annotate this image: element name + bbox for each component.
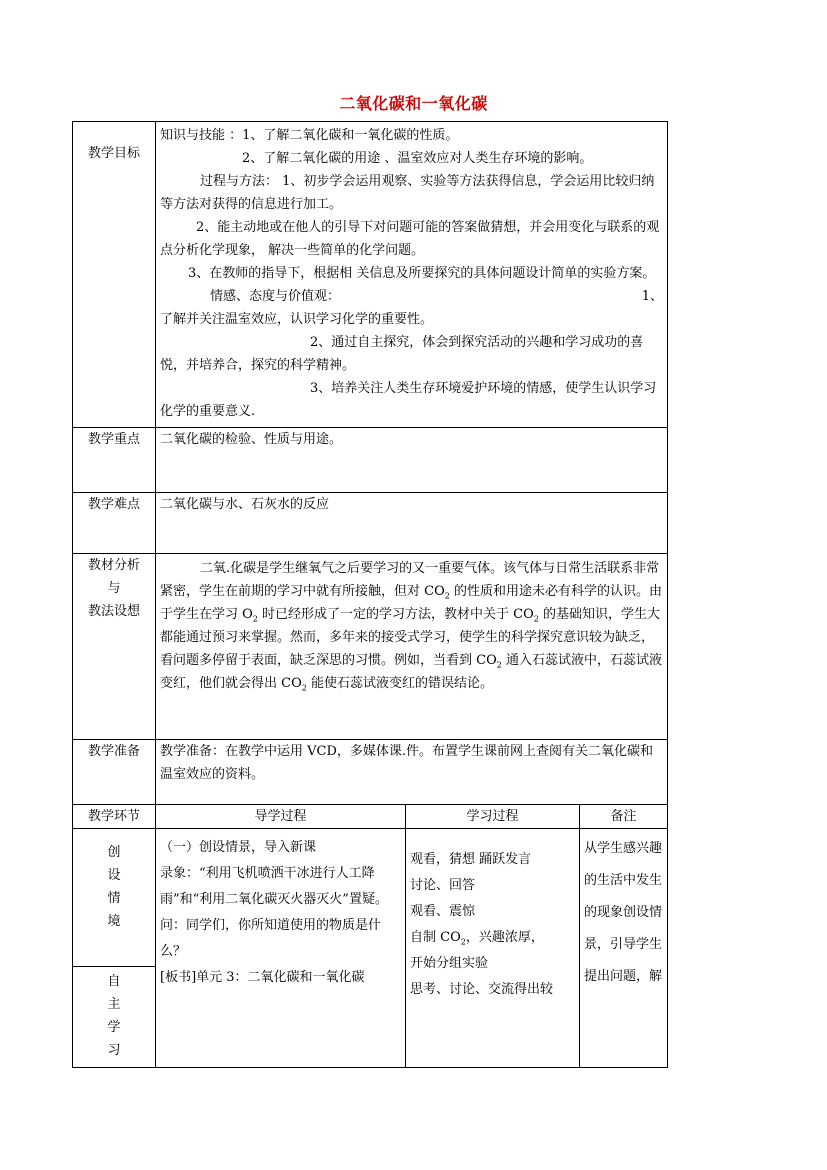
objectives-line-9: 3、培养关注人类生存环境爱护环境的情感，使学生认识学习化学的重要意义. <box>160 381 657 419</box>
stage-char: 设 <box>107 868 121 883</box>
difficult-points-row <box>73 493 668 554</box>
process-header-row <box>73 805 668 829</box>
objectives-line-6 <box>160 285 663 308</box>
objectives-label: 教学目标 <box>73 122 156 428</box>
objectives-line-3: 过程与方法： 1、初步学会运用观察、实验等方法获得信息，学会运用比较归纳等方法对获得的信息进行加工。 <box>160 174 655 212</box>
stage-char: 学 <box>107 1020 121 1035</box>
difficult-points-content: 二氧化碳与水、石灰水的反应 <box>156 493 668 554</box>
attitude-number: 1、 <box>641 289 663 304</box>
difficult-points-label: 教学难点 <box>73 493 156 554</box>
analysis-label-2: 与 <box>107 581 121 596</box>
objectives-content <box>156 122 668 428</box>
learn-line <box>410 925 575 951</box>
learn-line: 观看、震惊 <box>410 904 476 919</box>
analysis-text-5: 通入石蕊试液中，石蕊试液变红，他们就会得出 CO <box>160 653 662 691</box>
learn-text: 自制 CO <box>410 930 461 945</box>
subscript: 2 <box>496 660 502 670</box>
attitude-heading: 情感、态度与价值观： <box>210 289 341 304</box>
stage-char: 情 <box>107 891 121 906</box>
analysis-text-6: 能使石蕊试液变红的错误结论。 <box>306 676 493 691</box>
preparation-label: 教学准备 <box>73 740 156 805</box>
stage-char: 习 <box>107 1043 121 1058</box>
lesson-plan-table <box>72 121 668 1068</box>
subscript: 2 <box>301 683 307 693</box>
objectives-line-2: 2、了解二氧化碳的用途 、温室效应对人类生存环境的影响。 <box>242 151 593 166</box>
objectives-line-8: 2、通过自主探究，体会到探究活动的兴趣和学习成功的喜悦，并培养合，探究的科学精神。 <box>160 335 644 373</box>
header-stage: 教学环节 <box>73 805 156 829</box>
key-points-content: 二氧化碳的检验、性质与用途。 <box>156 428 668 493</box>
process-row <box>73 829 668 1068</box>
learn-cell <box>406 829 580 1068</box>
learn-text: ，兴趣浓厚， <box>465 930 544 945</box>
analysis-text-4: 的基础知识，学生大都能通过预习来掌握。然而，多年来的接受式学习，使学生的科学探究意识较为缺乏，看问题多停留于表面，缺乏深思的习惯。例如，当看到 CO <box>160 607 660 668</box>
stage-self-study <box>73 970 155 1062</box>
document-title: 二氧化碳和一氧化碳 <box>339 94 488 113</box>
subscript: 2 <box>252 614 258 624</box>
analysis-text-3: 时已经形成了一定的学习方法，教材中关于 CO <box>257 607 534 622</box>
analysis-label-1: 教材分析 <box>87 558 140 573</box>
note-cell: 从学生感兴趣的生活中发生的现象创设情景，引导学生提出问题，解 <box>580 829 668 1068</box>
learn-line: 讨论、回答 <box>410 878 476 893</box>
learn-line: 思考、讨论、交流得出较 <box>410 982 554 997</box>
analysis-label-3: 教法设想 <box>87 604 140 619</box>
preparation-content: 教学准备：在教学中运用 VCD，多媒体课.件。布置学生课前网上查阅有关二氧化碳和温室效应的资料。 <box>156 740 668 805</box>
guide-cell <box>156 829 406 1068</box>
subscript: 2 <box>460 937 466 947</box>
objectives-row <box>73 122 668 428</box>
guide-line: [板书]单元 3：二氧化碳和一氧化碳 <box>160 970 365 985</box>
header-guide: 导学过程 <box>156 805 406 829</box>
guide-line: 问：同学们，你所知道使用的物质是什么？ <box>160 918 382 959</box>
learn-line: 观看，猜想 踊跃发言 <box>410 852 532 867</box>
objectives-line-7: 了解并关注温室效应，认识学习化学的重要性。 <box>160 312 434 327</box>
key-points-label: 教学重点 <box>73 428 156 493</box>
stage-char: 创 <box>107 845 121 860</box>
objectives-line-5: 3、在教师的指导下，根据相 关信息及所要探究的具体问题设计简单的实验方案。 <box>188 266 656 281</box>
stage-cell <box>73 829 156 1068</box>
subscript: 2 <box>533 614 539 624</box>
stage-divider <box>73 966 155 967</box>
analysis-label <box>73 554 156 740</box>
header-note: 备注 <box>580 805 668 829</box>
analysis-text-1: 二氧.化碳是学生继氧气之后要学习的又一重要气体。该气体与日常生活联系非常紧密，学生在前期的学习中就有所接触，但对 CO <box>160 561 660 599</box>
analysis-content <box>156 554 668 740</box>
guide-line: （一）创设情景，导入新课 <box>160 840 317 855</box>
objectives-line-1: 知识与技能 ：1、了解二氧化碳和一氧化碳的性质。 <box>160 128 459 143</box>
header-learn: 学习过程 <box>406 805 580 829</box>
subscript: 2 <box>444 591 450 601</box>
objectives-line-4: 2、能主动地或在他人的引导下对问题可能的答案做猜想，并会用变化与联系的观点分析化学现象， 解决一些简单的化学问题。 <box>160 220 660 258</box>
analysis-paragraph <box>160 557 663 695</box>
guide-line: 录象：“利用飞机喷洒干冰进行人工降雨”和“利用二氧化碳灭火器灭火”置疑。 <box>160 866 388 907</box>
analysis-row <box>73 554 668 740</box>
stage-create-situation <box>73 841 155 933</box>
stage-char: 自 <box>107 974 121 989</box>
analysis-text-2: 的性质和用途未必有科学的认识。由于学生在学习 O <box>160 584 662 622</box>
key-points-row <box>73 428 668 493</box>
learn-line: 开始分组实验 <box>410 956 489 971</box>
preparation-row <box>73 740 668 805</box>
stage-char: 主 <box>107 997 121 1012</box>
stage-char: 境 <box>107 914 121 929</box>
